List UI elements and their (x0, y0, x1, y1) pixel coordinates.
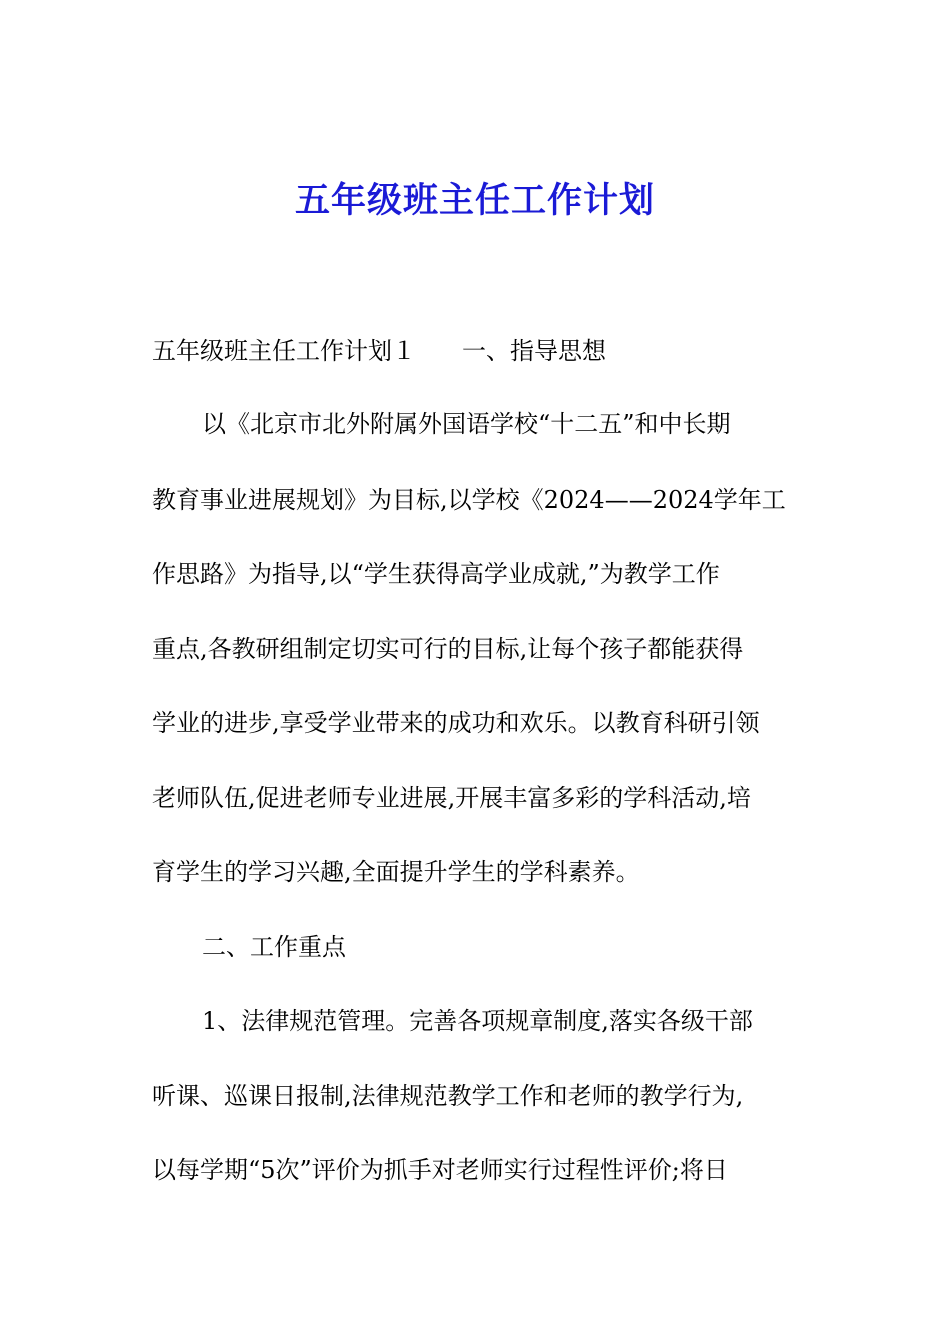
document-title: 五年级班主任工作计划 (294, 180, 655, 221)
paragraph-line: 听课、巡课日报制,法律规范教学工作和老师的教学行为, (152, 1082, 744, 1110)
subtitle-text: 五年级班主任工作计划１ (152, 337, 416, 365)
paragraph-line: 教育事业进展规划》为目标,以学校《2024——2024学年工 (152, 486, 786, 514)
paragraph-line: 老师队伍,促进老师专业进展,开展丰富多彩的学科活动,培 (152, 784, 751, 812)
paragraph-line: 1、法律规范管理。完善各项规章制度,落实各级干部 (202, 1007, 753, 1035)
section-heading-2: 二、工作重点 (202, 933, 346, 961)
paragraph-line: 育学生的学习兴趣,全面提升学生的学科素养。 (152, 858, 640, 886)
paragraph-line: 作思路》为指导,以“学生获得高学业成就,”为教学工作 (152, 560, 720, 588)
paragraph-line: 重点,各教研组制定切实可行的目标,让每个孩子都能获得 (152, 635, 744, 663)
paragraph-line: 以《北京市北外附属外国语学校“十二五”和中长期 (202, 410, 731, 438)
paragraph-line-heading (152, 333, 812, 369)
paragraph-line: 以每学期“5次”评价为抓手对老师实行过程性评价;将日 (152, 1156, 728, 1184)
section-heading-1: 一、指导思想 (462, 337, 606, 365)
paragraph-line: 学业的进步,享受学业带来的成功和欢乐。以教育科研引领 (152, 709, 760, 737)
